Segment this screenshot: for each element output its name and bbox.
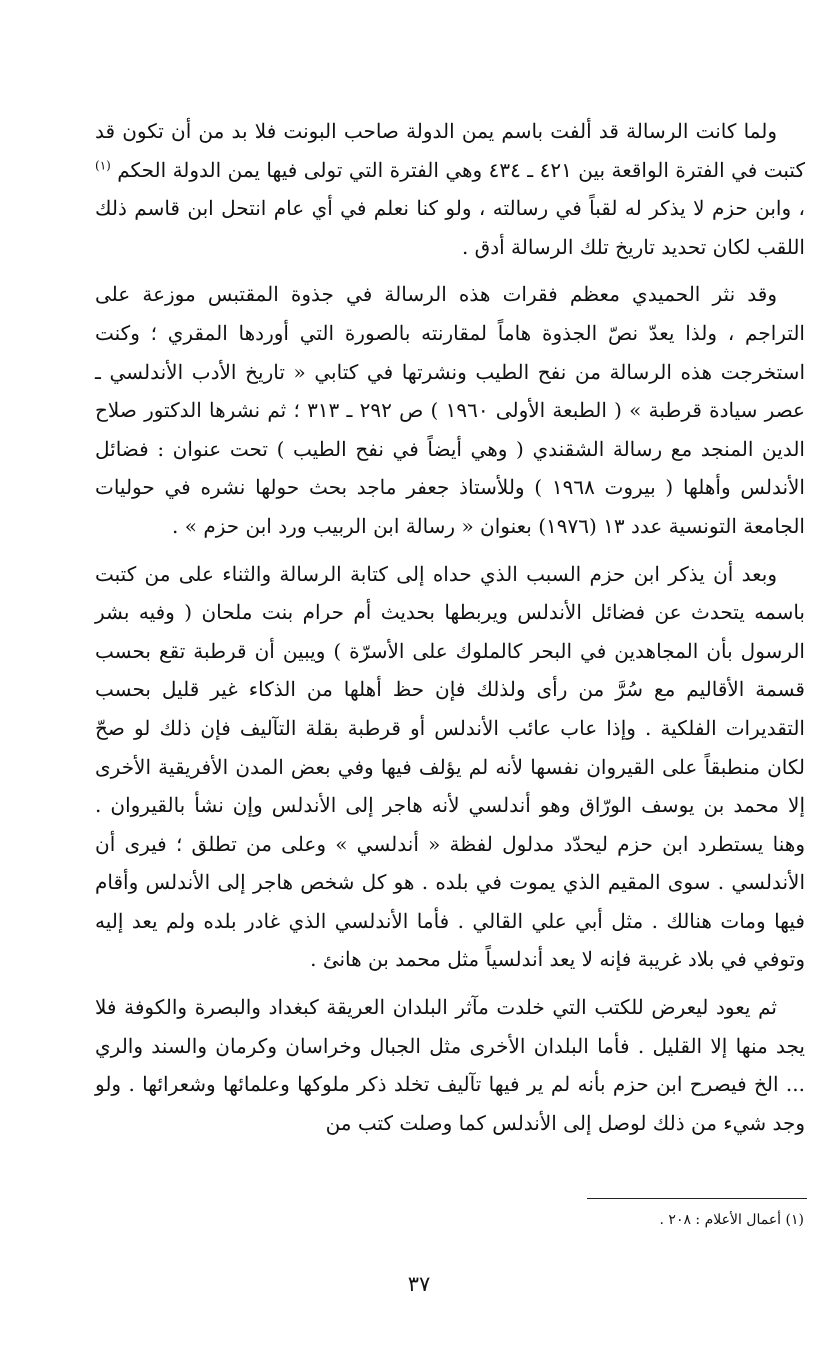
footnote-reference[interactable]: (١)	[95, 157, 111, 172]
paragraph-2: وقد نثر الحميدي معظم فقرات هذه الرسالة في جذوة المقتبس موزعة على التراجم ، ولذا يعدّ نصّ الجذوة هاماً لمقارنته بالصورة التي أوردها المقري ؛ وكنت استخرجت هذه الرسالة من نفح الطيب ونشرتها في كتابي « تاريخ الأدب الأندلسي ـ عصر سيادة قرطبة » ( الطبعة الأولى ١٩٦٠ ) ص ٢٩٢ ـ ٣١٣ ؛ ثم نشرها الدكتور صلاح الدين المنجد مع رسالة الشقندي ( وهي أيضاً في نفح الطيب ) تحت عنوان : فضائل الأندلس وأهلها ( بيروت ١٩٦٨ ) وللأستاذ جعفر ماجد بحث حولها نشره في حوليات الجامعة التونسية عدد ١٣ (١٩٧٦) بعنوان « رسالة ابن الربيب ورد ابن حزم » .	[95, 282, 805, 538]
paragraph-1	[95, 112, 805, 266]
paragraph-3: وبعد أن يذكر ابن حزم السبب الذي حداه إلى كتابة الرسالة والثناء على من كتبت باسمه يتحدث عن فضائل الأندلس ويربطها بحديث أم حرام بنت ملحان ( وفيه بشر الرسول بأن المجاهدين في البحر كالملوك على الأسرّة ) ويبين أن قرطبة تقع بحسب قسمة الأقاليم مع سُرَّ من رأى ولذلك فإن حظ أهلها من الذكاء غير قليل بحسب التقديرات الفلكية . وإذا عاب عائب الأندلس أو قرطبة بقلة التآليف فإن ذلك لو صحّ لكان منطبقاً على القيروان نفسها لأنه لم يؤلف فيها وفي بعض المدن الأفريقية الأخرى إلا محمد بن يوسف الورّاق وهو أندلسي لأنه هاجر إلى الأندلس وإن نشأ بالقيروان . وهنا يستطرد ابن حزم ليحدّد مدلول لفظة « أندلسي » وعلى من تطلق ؛ فيرى أن الأندلسي . سوى المقيم الذي يموت في بلده . هو كل شخص هاجر إلى الأندلس وأقام فيها ومات هنالك . مثل أبي علي القالي . فأما الأندلسي الذي غادر بلده ولم يعد إليه وتوفي في بلاد غريبة فإنه لا يعد أندلسياً مثل محمد بن هانئ .	[95, 561, 805, 972]
main-text	[95, 112, 805, 1142]
paragraph-1-text-a: ولما كانت الرسالة قد ألفت باسم يمن الدولة صاحب البونت فلا بد من أن تكون قد كتبت في الفترة الواقعة بين ٤٢١ ـ ٤٣٤ وهي الفترة التي تولى فيها يمن الدولة الحكم	[95, 119, 805, 182]
paragraph-1-text-b: ، وابن حزم لا يذكر له لقباً في رسالته ، ولو كنا نعلم في أي عام انتحل ابن قاسم ذلك اللقب لكان تحديد تاريخ تلك الرسالة أدق .	[95, 196, 805, 259]
page-number: ٣٧	[407, 1272, 431, 1296]
footnote: (١) أعمال الأعلام : ٢٠٨ .	[659, 1212, 804, 1228]
footnote-divider	[587, 1198, 807, 1199]
paragraph-4: ثم يعود ليعرض للكتب التي خلدت مآثر البلدان العريقة كبغداد والبصرة والكوفة فلا يجد منها إلا القليل . فأما البلدان الأخرى مثل الجبال وخراسان وكرمان والسند والري ... الخ فيصرح ابن حزم بأنه لم ير فيها تآليف تخلد ذكر ملوكها وعلمائها وشعرائها . ولو وجد شيء من ذلك لوصل إلى الأندلس كما وصلت كتب من	[95, 995, 805, 1135]
